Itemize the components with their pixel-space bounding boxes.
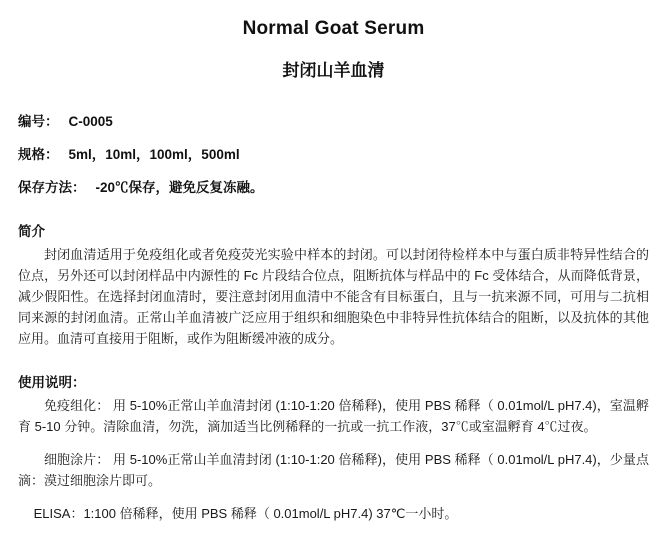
usage-item-ihc: 免疫组化： 用 5-10%正常山羊血清封闭 (1:10-1:20 倍稀释)，使用 PBS 稀释（ 0.01mol/L pH7.4)，室温孵育 5-10 分钟。清除血清，勿洗，滴加适当比例稀释的一抗或一抗工作液，37℃或室温孵育 4℃过夜。 bbox=[18, 397, 649, 434]
page-title-chinese: 封闭山羊血清 bbox=[282, 61, 385, 80]
storage-label: 保存方法： bbox=[18, 179, 86, 195]
specification-value: 5ml，10ml，100ml，500ml bbox=[68, 146, 240, 162]
catalog-number-label: 编号： bbox=[18, 114, 59, 129]
storage-value: -20℃保存，避免反复冻融。 bbox=[95, 179, 264, 195]
usage-item-cell-smear: 细胞涂片： 用 5-10%正常山羊血清封闭 (1:10-1:20 倍稀释)，使用 PBS 稀释（ 0.01mol/L pH7.4)，少量点滴：漠过细胞涂片即可。 bbox=[18, 452, 649, 489]
usage-heading: 使用说明： bbox=[18, 374, 86, 390]
product-meta bbox=[18, 113, 649, 198]
meta-row-specification bbox=[18, 146, 649, 165]
intro-heading: 简介 bbox=[18, 223, 45, 239]
intro-paragraph: 封闭血清适用于免疫组化或者免疫荧光实验中样本的封闭。可以封闭待检样本中与蛋白质非特异性结合的位点，另外还可以封闭样品中内源性的 Fc 片段结合位点，阻断抗体与样品中的 Fc 受体结合，从而降低背景，减少假阳性。在选择封闭血清时，要注意封闭用血清中不能含有目标蛋白，且与一抗来源不同，可用与二抗相同来源的封闭血清。正常山羊血清被广泛应用于组织和细胞染色中非特异性抗体结合的阻断，以及抗体的其他应用。血清可直接用于阻断，或作为阻断缓冲液的成分。 bbox=[18, 246, 649, 346]
usage-list bbox=[18, 395, 649, 524]
meta-row-catalog-number bbox=[18, 113, 649, 132]
specification-label: 规格： bbox=[18, 146, 59, 162]
usage-item-elisa: ELISA：1:100 倍稀释，使用 PBS 稀释（ 0.01mol/L pH7.4) 37℃一小时。 bbox=[33, 506, 458, 522]
meta-row-storage bbox=[18, 179, 649, 198]
page-title-english: Normal Goat Serum bbox=[242, 18, 425, 39]
catalog-number-value: C-0005 bbox=[68, 114, 113, 129]
